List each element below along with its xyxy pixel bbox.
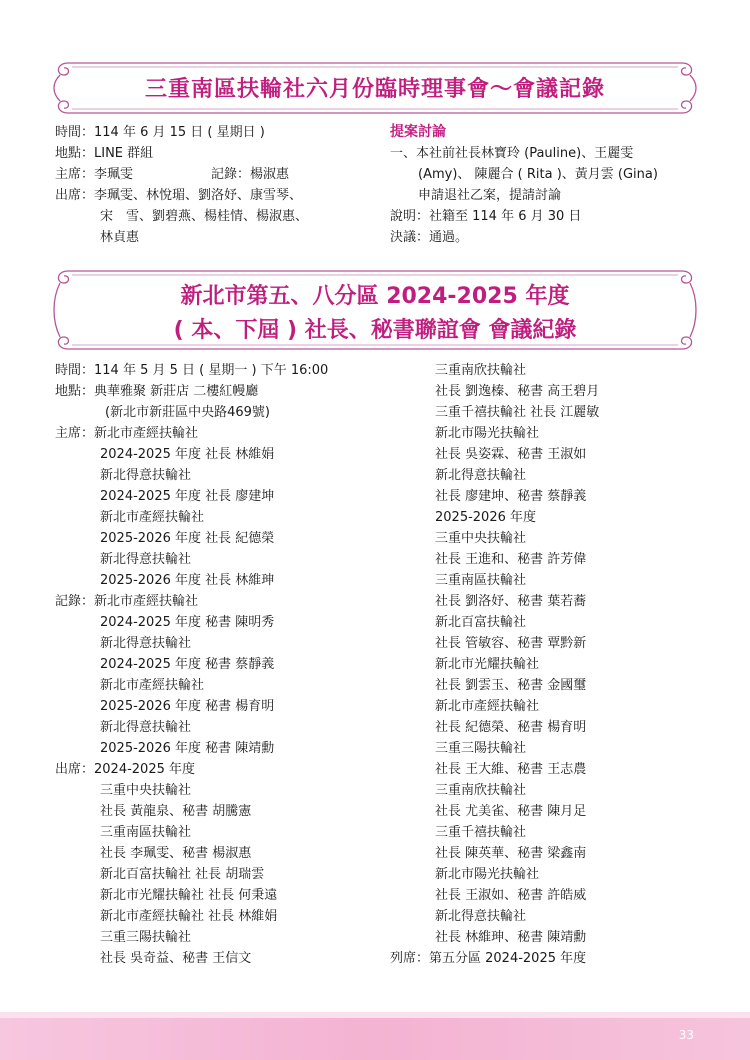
list-item: 三重中央扶輪社: [100, 783, 192, 798]
list-item: 新北市產經扶輪社 社長 林維娟: [100, 909, 278, 924]
list-item: 社長 吳姿霖、秘書 王淑如: [435, 447, 587, 462]
list-item: 2025-2026 年度: [435, 510, 536, 525]
list-item: 三重千禧扶輪社 社長 江麗敏: [435, 405, 600, 420]
section1-details: [55, 122, 308, 248]
list-item: 社長 劉洛妤、秘書 葉若蕎: [435, 594, 587, 609]
section1-banner: [50, 57, 700, 119]
section2-banner: [50, 265, 700, 355]
list-item: 社長 紀德榮、秘書 楊育明: [435, 720, 587, 735]
attendees: 出席：李珮雯、林悅瑂、劉洛妤、康雪琴、: [55, 188, 303, 203]
proposal-resolution: 決議：通過。: [390, 230, 469, 245]
list-item: 社長 黃龍泉、秘書 胡騰憲: [100, 804, 252, 819]
list-item: 新北市產經扶輪社: [435, 699, 540, 714]
meeting-time: 時間：114 年 5 月 5 日 ( 星期一 ) 下午 16:00: [55, 363, 329, 378]
list-item: 三重千禧扶輪社: [435, 825, 527, 840]
proposal-text: 申請退社乙案，提請討論: [418, 188, 562, 203]
list-item: 2025-2026 年度 社長 林維珅: [100, 573, 275, 588]
proposal-heading: 提案討論: [390, 124, 446, 140]
list-item: 新北市產經扶輪社: [100, 510, 205, 525]
list-item: 新北市陽光扶輪社: [435, 426, 540, 441]
list-item: 新北市光耀扶輪社: [435, 657, 540, 672]
proposal-text: 一、本社前社長林寶玲 (Pauline)、王麗雯: [390, 146, 634, 161]
list-item: 三重南欣扶輪社: [435, 363, 527, 378]
list-item: 三重三陽扶輪社: [435, 741, 527, 756]
list-item: 三重南區扶輪社: [100, 825, 192, 840]
attendees-cont: 林貞惠: [100, 230, 140, 245]
list-item: 社長 王進和、秘書 許芳偉: [435, 552, 587, 567]
list-item: 社長 吳奇益、秘書 王信文: [100, 951, 252, 966]
attendees-label: 出席：2024-2025 年度: [55, 762, 195, 777]
list-item: 新北得意扶輪社: [435, 909, 527, 924]
list-item: 新北百富扶輪社: [435, 615, 527, 630]
meeting-chair: 主席：李珮雯 記錄：楊淑惠: [55, 167, 290, 182]
list-item: 新北得意扶輪社: [100, 636, 192, 651]
list-item: 三重三陽扶輪社: [100, 930, 192, 945]
meeting-address: (新北市新莊區中央路469號): [105, 405, 270, 420]
list-item: 新北得意扶輪社: [100, 720, 192, 735]
list-item: 三重中央扶輪社: [435, 531, 527, 546]
list-item: 新北市光耀扶輪社 社長 何秉遠: [100, 888, 278, 903]
list-item: 新北得意扶輪社: [100, 468, 192, 483]
list-item: 社長 劉雲玉、秘書 金國璽: [435, 678, 587, 693]
proposal-note: 說明：社籍至 114 年 6 月 30 日: [390, 209, 582, 224]
list-item: 社長 尤美雀、秘書 陳月足: [435, 804, 587, 819]
meeting-place: 地點：典華雅聚 新莊店 二樓紅幔廳: [55, 384, 259, 399]
list-item: 新北百富扶輪社 社長 胡瑞雲: [100, 867, 265, 882]
section1-title: 三重南區扶輪社六月份臨時理事會～會議記錄: [144, 77, 605, 102]
list-item: 新北市產經扶輪社: [100, 678, 205, 693]
list-item: 2024-2025 年度 秘書 陳明秀: [100, 615, 275, 630]
list-item: 社長 林維珅、秘書 陳靖勳: [435, 930, 587, 945]
list-item: 2024-2025 年度 社長 林維娟: [100, 447, 275, 462]
meeting-place: 地點：LINE 群組: [55, 146, 154, 161]
page-number: 33: [678, 1028, 694, 1042]
page-footer: [0, 1012, 750, 1060]
list-item: 社長 王淑如、秘書 許皓威: [435, 888, 587, 903]
recorder-label: 記錄：新北市產經扶輪社: [55, 594, 199, 609]
list-item: 新北市陽光扶輪社: [435, 867, 540, 882]
proposal-section: [390, 122, 720, 248]
list-item: 社長 王大維、秘書 王志農: [435, 762, 587, 777]
list-item: 三重南欣扶輪社: [435, 783, 527, 798]
list-item: 2025-2026 年度 秘書 陳靖勳: [100, 741, 275, 756]
section2-title-line2: ( 本、下屆 ) 社長、秘書聯誼會 會議紀錄: [173, 318, 577, 343]
proposal-text: (Amy)、 陳麗合 ( Rita )、黃月雲 (Gina): [418, 167, 658, 182]
section2-right-column: [390, 360, 599, 969]
list-item: 2025-2026 年度 社長 紀德榮: [100, 531, 275, 546]
observers-label: 列席：第五分區 2024-2025 年度: [390, 951, 587, 966]
list-item: 2025-2026 年度 秘書 楊育明: [100, 699, 275, 714]
list-item: 2024-2025 年度 社長 廖建坤: [100, 489, 275, 504]
list-item: 社長 管敏容、秘書 覃黔新: [435, 636, 587, 651]
list-item: 社長 李珮雯、秘書 楊淑惠: [100, 846, 252, 861]
list-item: 新北得意扶輪社: [100, 552, 192, 567]
chair-label: 主席：新北市產經扶輪社: [55, 426, 199, 441]
section2-left-column: [55, 360, 328, 969]
list-item: 社長 劉逸榛、秘書 高王碧月: [435, 384, 600, 399]
list-item: 三重南區扶輪社: [435, 573, 527, 588]
section2-title-line1: 新北市第五、八分區 2024-2025 年度: [180, 284, 570, 309]
list-item: 2024-2025 年度 秘書 蔡靜義: [100, 657, 275, 672]
attendees-cont: 宋 雪、劉碧燕、楊桂情、楊淑惠、: [100, 209, 309, 224]
list-item: 社長 陳英華、秘書 梁鑫南: [435, 846, 587, 861]
meeting-time: 時間：114 年 6 月 15 日 ( 星期日 ): [55, 125, 265, 140]
list-item: 新北得意扶輪社: [435, 468, 527, 483]
footer-stripe: [0, 1012, 750, 1018]
list-item: 社長 廖建坤、秘書 蔡靜義: [435, 489, 587, 504]
